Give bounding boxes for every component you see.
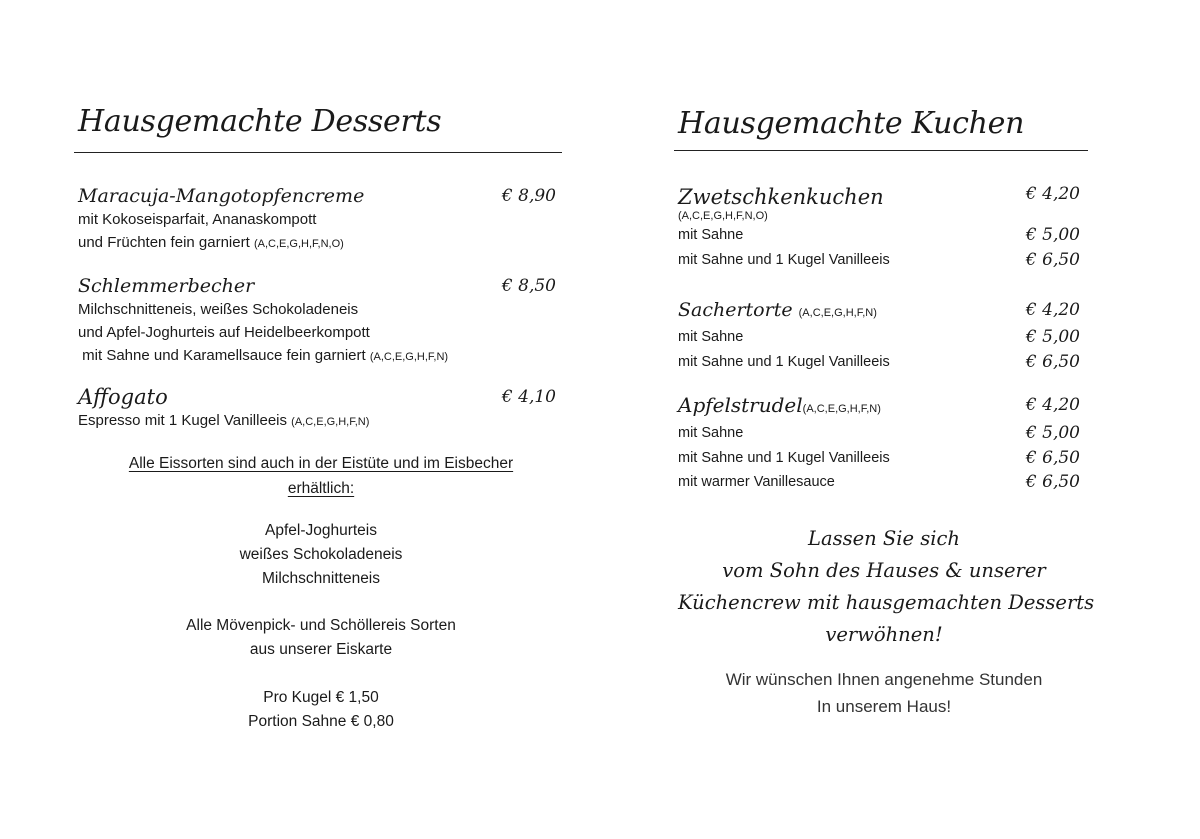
dessert-name: Affogato (78, 385, 168, 409)
kuchen-option: mit Sahne und 1 Kugel Vanilleeis € 6,50 (678, 447, 1080, 468)
kuchen-option: mit Sahne € 5,00 (678, 423, 1080, 443)
allergen-codes: (A,C,E,G,H,F,N) (802, 403, 881, 415)
allergen-codes: (A,C,E,G,H,F,N) (369, 351, 449, 363)
greeting-text: Wir wünschen Ihnen angenehme Stunden In unserem Haus! (725, 670, 1043, 716)
kuchen-item-sachertorte (678, 298, 1090, 374)
dessert-description-line: mit Kokoseisparfait, Ananaskompott (78, 211, 317, 228)
kuchen-name: Apfelstrudel(A,C,E,G,H,F,N) (678, 393, 881, 417)
dessert-description-line: Espresso mit 1 Kugel Vanilleeis (A,C,E,G,H,F,N) (78, 412, 370, 429)
allergen-codes: (A,C,E,G,H,F,N) (798, 307, 877, 319)
kuchen-option: mit warmer Vanillesauce € 6,50 (678, 472, 1080, 492)
dessert-price: € 8,90 (501, 186, 556, 206)
dessert-description-line: mit Sahne und Karamellsauce fein garniert (A,C,E,G,H,F,N) (78, 347, 449, 364)
ice-flavor-list (78, 519, 564, 591)
ice-flavor: Apfel-Joghurteis (264, 522, 377, 539)
kuchen-option: mit Sahne € 5,00 (678, 327, 1080, 347)
kuchen-item-zwetschkenkuchen (678, 185, 1090, 272)
kuchen-item-apfelstrudel (678, 393, 1090, 495)
dessert-item-schlemmerbecher (78, 274, 564, 369)
kuchen-option: mit Sahne € 5,00 (678, 225, 1080, 245)
price-per-scoop: Pro Kugel € 1,50 (263, 689, 379, 706)
dessert-description-line: und Apfel-Joghurteis auf Heidelbeerkompott (78, 324, 370, 341)
dessert-description-line: und Früchten fein garniert (A,C,E,G,H,F,N,O) (78, 234, 344, 251)
dessert-price: € 8,50 (501, 276, 556, 296)
kuchen-price: € 4,20 (1025, 300, 1080, 320)
price-cream-portion: Portion Sahne € 0,80 (248, 713, 394, 730)
allergen-codes: (A,C,E,G,H,F,N,O) (253, 238, 344, 250)
ice-cream-notice: Alle Eissorten sind auch in der Eistüte und im Eisbecher erhältlich: (128, 455, 514, 497)
dessert-description-line: Milchschnitteneis, weißes Schokoladeneis (78, 301, 359, 318)
kuchen-heading: Hausgemachte Kuchen (678, 106, 1025, 141)
ice-flavor: weißes Schokoladeneis (239, 546, 403, 563)
ice-brands-note: Alle Mövenpick- und Schöllereis Sorten aus unserer Eiskarte (186, 617, 456, 658)
dessert-name: Maracuja-Mangotopfencreme (78, 185, 365, 207)
allergen-codes: (A,C,E,G,H,F,N,O) (678, 210, 768, 222)
kuchen-heading-rule (674, 150, 1088, 151)
kuchen-option: mit Sahne und 1 Kugel Vanilleeis € 6,50 (678, 249, 1080, 270)
dessert-item-affogato (78, 385, 564, 434)
dessert-price: € 4,10 (501, 387, 556, 407)
desserts-heading: Hausgemachte Desserts (78, 104, 442, 139)
kuchen-price: € 4,20 (1025, 184, 1080, 204)
desserts-heading-rule (74, 152, 562, 153)
allergen-codes: (A,C,E,G,H,F,N) (291, 416, 370, 428)
ice-flavor: Milchschnitteneis (261, 570, 381, 587)
dessert-item-maracuja (78, 184, 564, 256)
kuchen-name: Zwetschkenkuchen (678, 185, 884, 209)
kuchen-option: mit Sahne und 1 Kugel Vanilleeis € 6,50 (678, 351, 1080, 372)
dessert-name: Schlemmerbecher (78, 275, 255, 297)
kuchen-price: € 4,20 (1025, 395, 1080, 415)
promo-text: Lassen Sie sich vom Sohn des Hauses & unserer Küchencrew mit hausgemachten Desserts verwöhnen! (678, 527, 1095, 646)
ice-pricing (78, 686, 564, 734)
kuchen-name: Sachertorte (A,C,E,G,H,F,N) (678, 299, 877, 321)
